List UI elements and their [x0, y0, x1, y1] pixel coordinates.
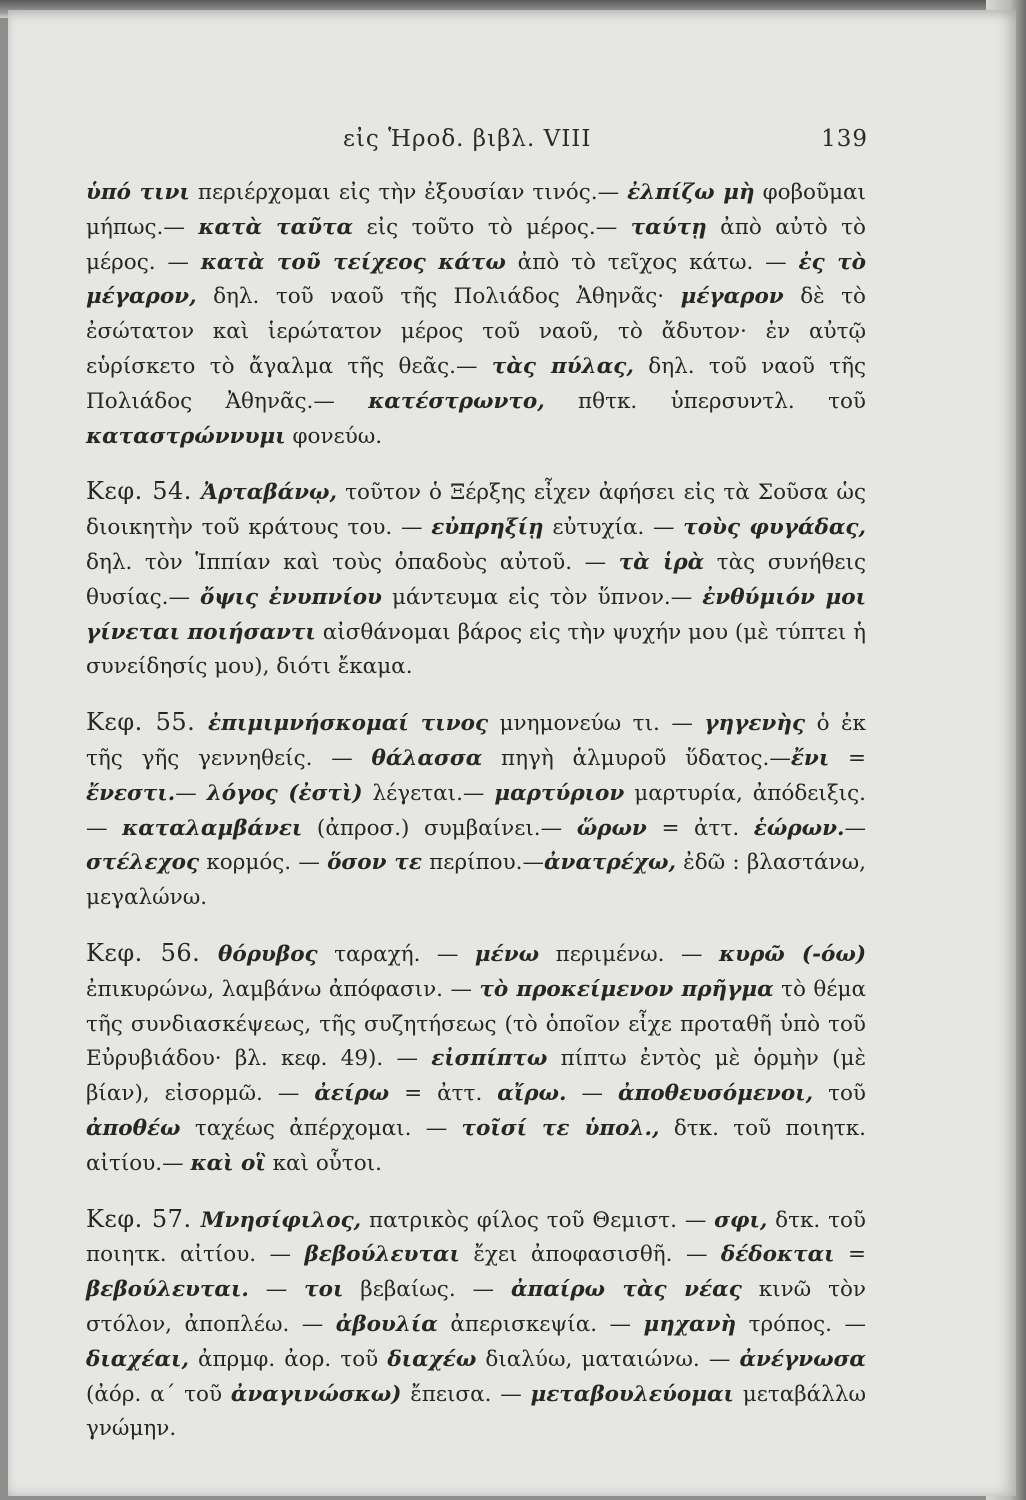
lemma-term: ἀνέγνωσα — [739, 1346, 866, 1372]
gloss-text: ἐπικυρώνω, λαμβάνω ἀπόφασιν. — — [86, 976, 480, 1002]
lemma-term: μαρτύριον — [494, 780, 625, 806]
lemma-term: ὥρων — [576, 815, 647, 841]
gloss-text: μάντευμα εἰς τὸν ὕπνον.— — [381, 584, 703, 610]
gloss-text: (ἀπροσ.) συμβαίνει.— — [302, 815, 577, 841]
gloss-text: περιμένω. — — [539, 941, 719, 967]
paragraph-gap — [86, 1182, 866, 1202]
gloss-text: φοβοῦμαι μήπως.— — [86, 180, 866, 240]
lemma-term: κατὰ τοῦ τείχεος κάτω — [200, 249, 506, 275]
gloss-text: — — [844, 815, 866, 841]
lemma-term: τοὺς φυγάδας, — [683, 515, 866, 541]
gloss-text: κορμός. — — [199, 850, 328, 876]
gloss-text: ὁ ἐκ τῆς γῆς γεννηθείς. — — [86, 711, 866, 771]
gloss-text: φονεύω. — [285, 423, 383, 449]
chapter-label: Κεφ. 55. — [86, 708, 209, 737]
lemma-term: ὑπό τινι — [86, 180, 190, 205]
gloss-text: διαλύω, ματαιώνω. — — [476, 1346, 740, 1372]
lemma-term: ταύτῃ — [630, 214, 707, 240]
chapter-label: Κεφ. 54. — [86, 477, 202, 506]
lemma-term: ἔνι — [790, 745, 830, 771]
gloss-text: ταραχή. — — [317, 941, 475, 967]
gloss-text: πατρικὸς φίλος τοῦ Θεμιστ. — — [361, 1207, 715, 1233]
lemma-term: μεταβουλεύομαι — [530, 1381, 734, 1407]
gloss-text: μαρτυρία, ἀπόδειξις.— — [86, 780, 866, 841]
gloss-text: δηλ. τὸν Ἱππίαν καὶ τοὺς ὀπαδοὺς αὐτοῦ. — — [86, 549, 619, 575]
lemma-term: ἀβουλία — [335, 1311, 438, 1337]
gloss-text: δηλ. τοῦ ναοῦ τῆς Πολιάδος Ἀθηνᾶς· — [196, 284, 681, 310]
lemma-term: ἀναγινώσκω) — [230, 1381, 402, 1407]
gloss-text: ἀπερισκεψία. — — [437, 1311, 644, 1337]
lemma-term: εὐπρηξίῃ — [431, 515, 544, 541]
gloss-text: περιέρχομαι εἰς τὴν ἐξουσίαν τινός.— — [189, 180, 628, 205]
lemma-term: ἐπιμιμνήσκομαί τινος — [208, 711, 489, 737]
lemma-term: τὰς πύλας, — [491, 353, 634, 379]
lemma-term: ἀνατρέχω, — [544, 850, 676, 876]
paragraph-kef-54 — [86, 474, 866, 685]
lemma-term: ἀπαίρω τὰς νέας — [510, 1277, 742, 1303]
gloss-text: κινῶ τὸν στόλον, ἀποπλέω. — — [86, 1277, 867, 1337]
gloss-text: τὸ θέμα τῆς συνδιασκέψεως, τῆς συζητήσεως (τὸ ὁποῖον εἶχε προταθῆ ὑπὸ τοῦ Εὐρυβιάδου· βλ. κεφ. 49). — — [86, 976, 866, 1072]
gloss-text: εὐτυχία. — — [543, 515, 684, 541]
commentary-text — [86, 176, 866, 1447]
lemma-term: διαχέαι, — [86, 1346, 189, 1372]
lemma-term: ἐλπίζω μὴ — [627, 180, 755, 205]
gloss-text: ἀπὸ αὐτὸ τὸ μέρος. — — [86, 214, 866, 275]
lemma-term: θάλασσα — [371, 745, 483, 771]
gloss-text: τοῦτον ὁ Ξέρξης εἶχεν ἀφήσει εἰς τὰ Σοῦσα ὡς διοικητὴν τοῦ κράτους του. — — [86, 480, 866, 541]
lemma-term: καταλαμβάνει — [122, 815, 303, 841]
page-number: 139 — [821, 126, 868, 152]
gloss-text: ἀπρμφ. ἀορ. τοῦ — [188, 1346, 388, 1372]
lemma-term: κατέστρωντο, — [368, 388, 545, 414]
gloss-text: βεβαίως. — — [343, 1277, 511, 1303]
lemma-term: διαχέω — [387, 1346, 477, 1372]
gloss-text: ἔχει ἀποφασισθῆ. — — [459, 1242, 721, 1268]
gloss-text: ἐδῶ : βλαστάνω, μεγαλώνω. — [86, 850, 866, 911]
gloss-text: = ἀττ. — [646, 815, 754, 841]
paragraph-kef-55 — [86, 705, 866, 916]
lemma-term: εἰσπίπτω — [431, 1046, 548, 1072]
paragraph-gap — [86, 916, 866, 936]
gloss-text: δηλ. τοῦ ναοῦ τῆς Πολιάδος Ἀθηνᾶς.— — [86, 353, 866, 414]
lemma-term: τὰ ἱρὰ — [618, 549, 705, 575]
gloss-text: — — [248, 1277, 305, 1303]
lemma-term: ὅσον τε — [327, 850, 422, 876]
page-header — [78, 126, 868, 160]
gloss-text: πηγὴ ἁλμυροῦ ὕδατος.— — [482, 745, 791, 771]
lemma-term: ἔνεστι. — [86, 780, 176, 806]
gloss-text: = — [834, 1242, 866, 1268]
lemma-term: κατὰ ταῦτα — [198, 214, 354, 240]
lemma-term: Ἀρταβάνῳ, — [201, 480, 337, 506]
lemma-term: ἑώρων. — [753, 815, 845, 841]
gloss-text: μνημονεύω τι. — — [488, 711, 705, 737]
lemma-term: καταστρώννυμι — [86, 423, 286, 449]
lemma-term: βεβούλευται — [304, 1242, 460, 1268]
paragraph-kef-56 — [86, 936, 866, 1182]
gloss-text: δτκ. τοῦ ποιητκ. αἰτίου. — — [86, 1207, 866, 1268]
gloss-text: καὶ οὗτοι. — [265, 1150, 382, 1176]
lemma-term: λόγος (ἐστὶ) — [206, 780, 363, 806]
gloss-text: πθτκ. ὑπερσυντλ. τοῦ — [544, 388, 866, 414]
lemma-term: ἐνθύμιόν μοι γίνεται ποιήσαντι — [86, 584, 866, 645]
book-page — [8, 10, 1016, 1496]
paragraph-continuation — [86, 176, 866, 454]
paragraph-gap — [86, 685, 866, 705]
gloss-text: αἰσθάνομαι βάρος εἰς τὴν ψυχήν μου (μὲ τύπτει ἡ συνείδησίς μου), διότι ἔκαμα. — [86, 619, 867, 680]
gloss-text: = — [829, 745, 866, 771]
lemma-term: μένω — [474, 941, 540, 967]
lemma-term: βεβούλευται. — [86, 1277, 249, 1303]
lemma-term: δέδοκται — [720, 1242, 835, 1268]
gloss-text: λέγεται.— — [362, 780, 495, 806]
gloss-text: — — [566, 1081, 618, 1107]
lemma-term: ἀποθευσόμενοι, — [617, 1081, 814, 1107]
chapter-label: Κεφ. 56. — [86, 938, 219, 967]
gloss-text: τὰς συνήθεις θυσίας.— — [86, 549, 867, 610]
gloss-text: δτκ. τοῦ ποιητκ. αἰτίου.— — [86, 1115, 866, 1176]
gloss-text: δὲ τὸ ἐσώτατον καὶ ἱερώτατον μέρος τοῦ ναοῦ, τὸ ἄδυτον· ἐν αὐτῷ εὑρίσκετο τὸ ἄγαλμα τῆς θεᾶς.— — [86, 284, 867, 379]
lemma-term: μηχανὴ — [643, 1311, 737, 1337]
lemma-term: μέγαρον — [680, 284, 784, 310]
lemma-term: στέλεχος — [86, 850, 200, 876]
lemma-term: ἀείρω — [314, 1081, 390, 1107]
gloss-text: ταχέως ἀπέρχομαι. — — [180, 1115, 462, 1141]
gloss-text: ἀπὸ τὸ τεῖχος κάτω. — — [505, 249, 799, 275]
paragraph-kef-57 — [86, 1202, 866, 1448]
gloss-text: — — [175, 780, 207, 806]
lemma-term: τοῖσί τε ὑπολ., — [461, 1115, 660, 1141]
lemma-term: καὶ οἳ — [190, 1150, 266, 1176]
lemma-term: σφι, — [714, 1207, 768, 1233]
gloss-text: τρόπος. — — [736, 1311, 866, 1337]
lemma-term: τὸ προκείμενον πρῆγμα — [479, 976, 774, 1002]
lemma-term: ἐς τὸ μέγαρον, — [86, 249, 866, 310]
lemma-term: θόρυβος — [218, 941, 318, 967]
lemma-term: ὄψις ἐνυπνίου — [200, 584, 382, 610]
lemma-term: ἀποθέω — [86, 1115, 181, 1141]
gloss-text: μεταβάλλω γνώμην. — [86, 1381, 866, 1442]
gloss-text: περίπου.— — [421, 850, 544, 876]
lemma-term: τοι — [304, 1277, 344, 1303]
gloss-text: (ἀόρ. α΄ τοῦ — [86, 1381, 231, 1407]
chapter-label: Κεφ. 57. — [86, 1204, 201, 1233]
lemma-term: γηγενὴς — [704, 711, 806, 737]
gloss-text: εἰς τοῦτο τὸ μέρος.— — [353, 214, 631, 240]
gloss-text: τοῦ — [813, 1081, 866, 1107]
gloss-text: πίπτω ἐντὸς μὲ ὁρμὴν (μὲ βίαν), εἰσορμῶ. — — [86, 1046, 866, 1107]
gloss-text: = ἀττ. — [389, 1081, 498, 1107]
gloss-text: ἔπεισα. — — [401, 1381, 531, 1407]
lemma-term: Μνησίφιλος, — [200, 1207, 362, 1233]
lemma-term: κυρῶ (-όω) — [718, 941, 866, 967]
running-head: εἰς Ἡροδ. βιβλ. VIII — [343, 126, 592, 152]
lemma-term: αἴρω. — [497, 1081, 567, 1107]
paragraph-gap — [86, 454, 866, 474]
